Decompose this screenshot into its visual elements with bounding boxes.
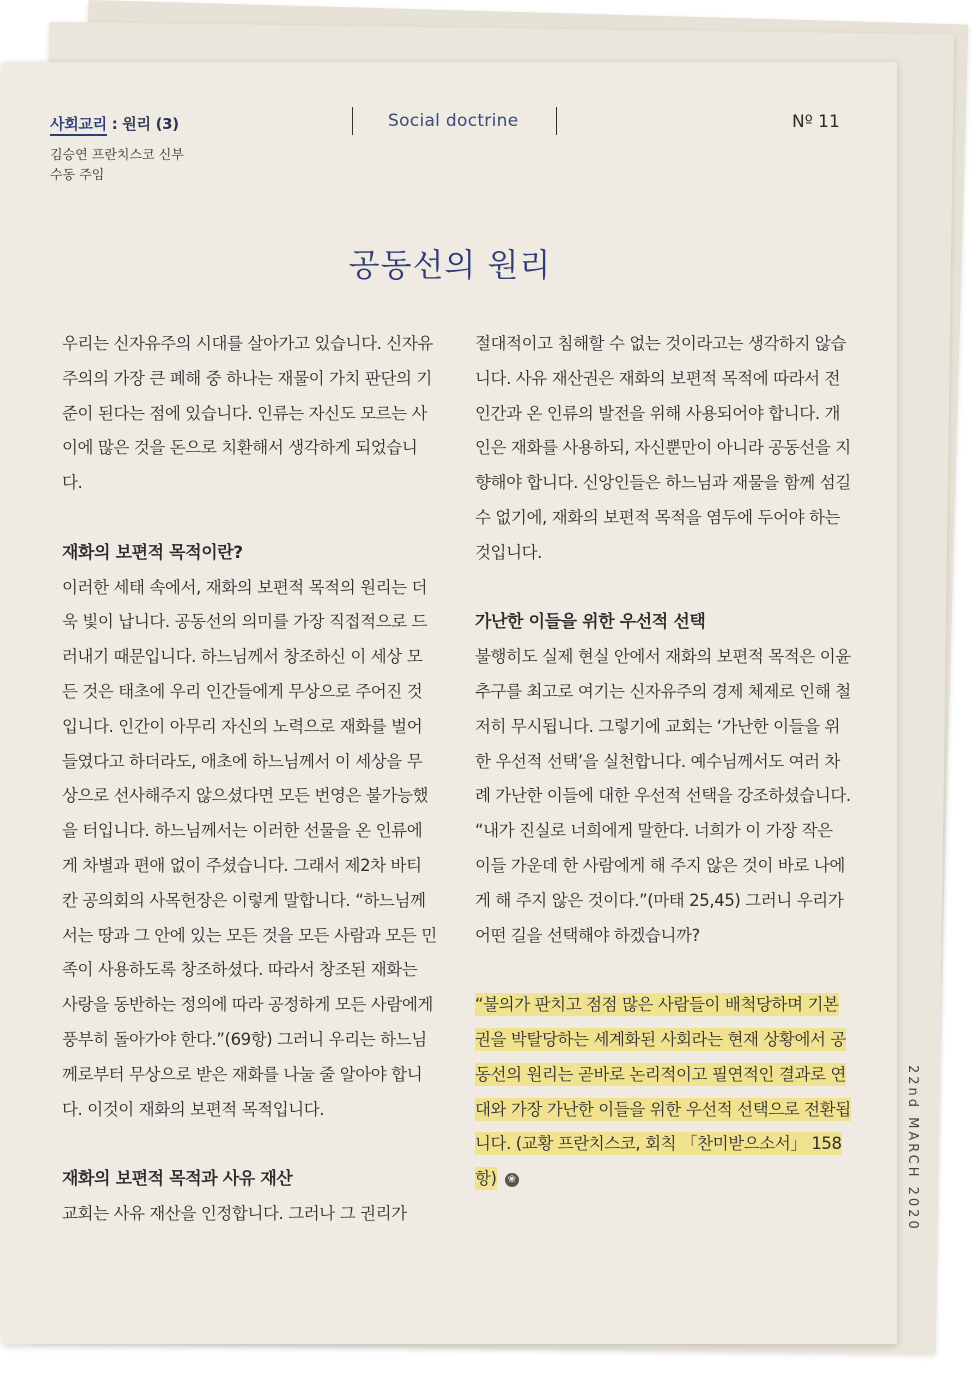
series-title	[50, 113, 184, 134]
issue-date: 22nd MARCH 2020	[905, 1065, 920, 1232]
body-paragraph: 교회는 사유 재산을 인정합니다. 그러나 그 권리가	[62, 1203, 407, 1223]
section-label: Social doctrine	[388, 111, 519, 131]
left-column	[62, 327, 437, 1232]
intro-paragraph: 우리는 신자유주의 시대를 살아가고 있습니다. 신자유주의의 가장 큰 폐해 중 하나는 재물이 가치 판단의 기준이 된다는 점에 있습니다. 인류는 자신도 모르는 사이에 많은 것을 돈으로 치환해서 생각하게 되었습니다.	[62, 334, 433, 493]
body-paragraph: 절대적이고 침해할 수 없는 것이라고는 생각하지 않습니다. 사유 재산권은 재화의 보편적 목적에 따라서 전 인간과 온 인류의 발전을 위해 사용되어야 합니다. 개인은 재화를 사용하되, 자신뿐만이 아니라 공동선을 지향해야 합니다. 신앙인들은 하느님과 재물을 함께 섬길 수 없기에, 재화의 보편적 목적을 염두에 두어야 하는 것입니다.	[475, 334, 851, 562]
header-divider-left	[352, 107, 353, 135]
section-heading: 가난한 이들을 위한 우선적 선택	[475, 612, 706, 633]
issue-number: Nº 11	[792, 112, 840, 132]
section-heading: 재화의 보편적 목적과 사유 재산	[62, 1169, 293, 1190]
highlighted-quote	[475, 988, 851, 1197]
flower-icon: ❀	[505, 1173, 519, 1187]
series-subtitle: : 원리 (3)	[106, 115, 179, 133]
article-title: 공동선의 원리	[348, 246, 552, 284]
body-paragraph: 불행히도 실제 현실 안에서 재화의 보편적 목적은 이윤 추구를 최고로 여기는 신자유주의 경제 체제로 인해 철저히 무시됩니다. 그렇기에 교회는 ‘가난한 이들을 위한 우선적 선택’을 실천합니다. 예수님께서도 여러 차례 가난한 이들에 대한 우선적 선택을 강조하셨습니다. “내가 진실로 너희에게 말한다. 너희가 이 가장 작은 이들 가운데 한 사람에게 해 주지 않은 것이 바로 나에게 해 주지 않은 것이다.”(마태 25,45) 그러니 우리가 어떤 길을 선택해야 하겠습니까?	[475, 647, 851, 945]
series-category: 사회교리	[50, 115, 107, 136]
header-divider-right	[556, 107, 557, 135]
author-block	[50, 146, 184, 186]
right-column	[475, 327, 851, 1197]
series-header	[50, 113, 184, 186]
section-heading: 재화의 보편적 목적이란?	[62, 542, 243, 563]
author-role: 수동 주임	[50, 168, 105, 183]
body-paragraph: 이러한 세태 속에서, 재화의 보편적 목적의 원리는 더욱 빛이 납니다. 공동선의 의미를 가장 직접적으로 드러내기 때문입니다. 하느님께서 창조하신 이 세상 모든 것은 태초에 우리 인간들에게 무상으로 주어진 것입니다. 인간이 아무리 자신의 노력으로 재화를 벌어들였다고 하더라도, 애초에 하느님께서 이 세상을 무상으로 선사해주지 않으셨다면 모든 번영은 불가능했을 터입니다. 하느님께서는 이러한 선물을 온 인류에게 차별과 편애 없이 주셨습니다. 그래서 제2차 바티칸 공의회의 사목헌장은 이렇게 말합니다. “하느님께서는 땅과 그 안에 있는 모든 것을 모든 사람과 모든 민족이 사용하도록 창조하셨다. 따라서 창조된 재화는 사랑을 동반하는 정의에 따라 공정하게 모든 사람에게 풍부히 돌아가야 한다.”(69항) 그러니 우리는 하느님께로부터 무상으로 받은 재화를 나눌 줄 알아야 합니다. 이것이 재화의 보편적 목적입니다.	[62, 577, 437, 1119]
author-name: 김승연 프란치스코 신부	[50, 148, 184, 163]
quote-text: “불의가 판치고 점점 많은 사람들이 배척당하며 기본권을 박탈당하는 세계화된 사회라는 현재 상황에서 공동선의 원리는 곧바로 논리적이고 필연적인 결과로 연대와 가장 가난한 이들을 위한 우선적 선택으로 전환됩니다. (교황 프란치스코, 회칙 「찬미받으소서」 158항)	[475, 995, 851, 1189]
